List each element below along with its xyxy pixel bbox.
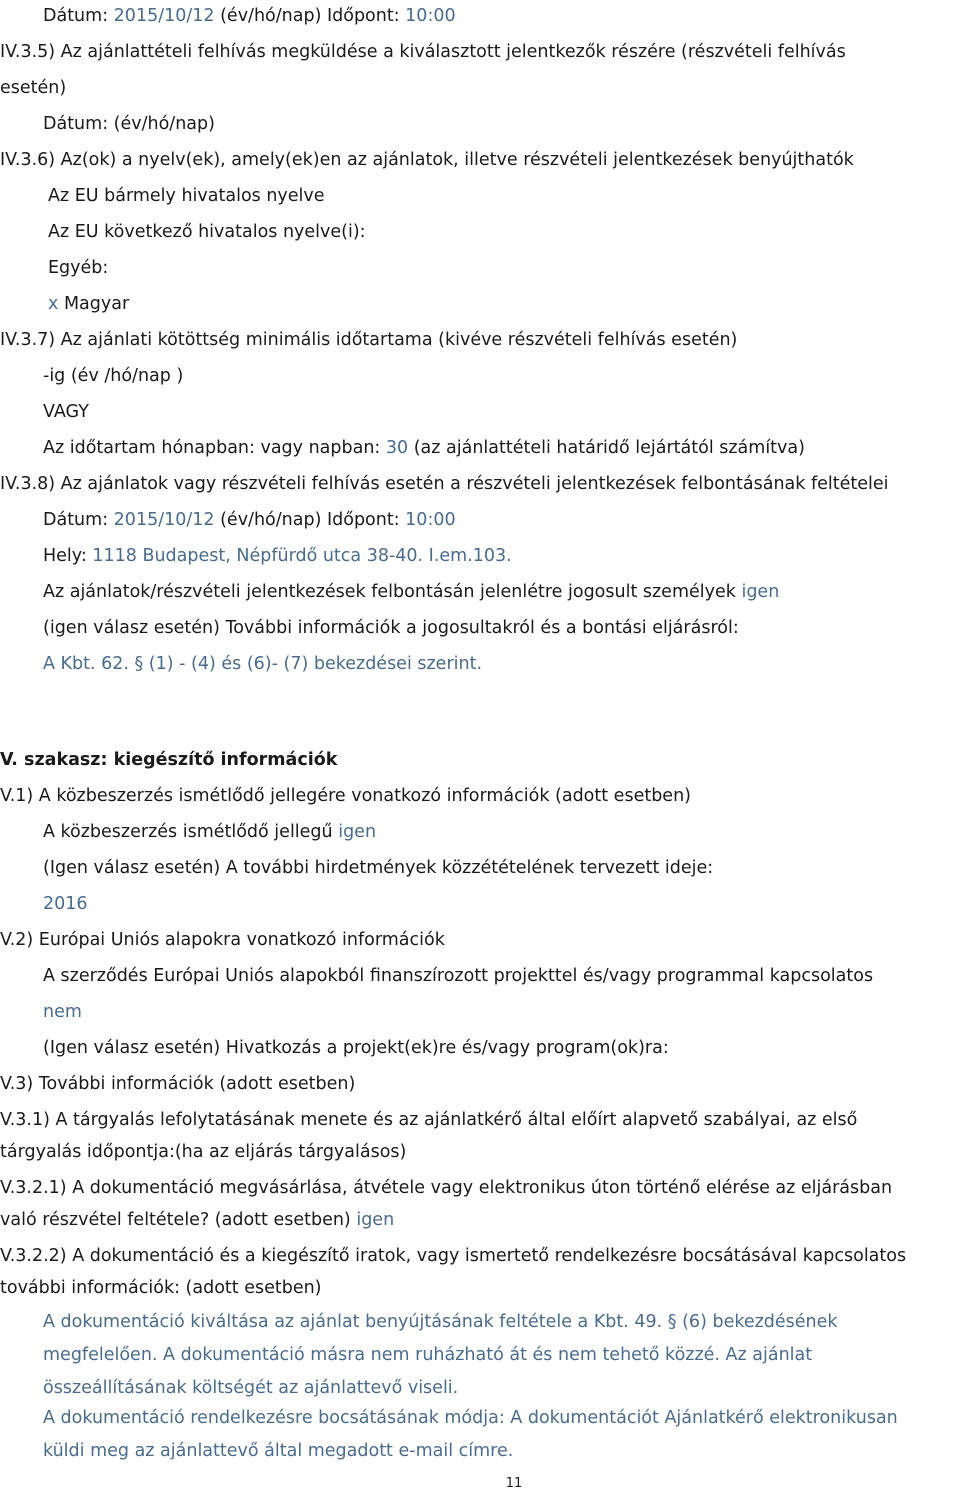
v1-next: (Igen válasz esetén) A további hirdetmények közzétételének tervezett ideje: — [43, 858, 714, 878]
v31-line2: tárgyalás időpontja:(ha az eljárás tárgyalásos) — [0, 1142, 407, 1162]
v31-line1: V.3.1) A tárgyalás lefolytatásának menete és az ajánlatkérő által előírt alapvető szabályai, az első — [0, 1110, 858, 1130]
language-value: Magyar — [63, 294, 130, 314]
v1-question-line — [43, 820, 376, 844]
iv35-date-line — [43, 4, 456, 28]
time-label: (év/hó/nap) Időpont: — [214, 510, 406, 530]
iv36-option-other: Egyéb: — [48, 258, 109, 278]
date-label: Dátum: — [43, 6, 114, 26]
check-mark: x — [48, 294, 59, 314]
duration-days: 30 — [385, 438, 409, 458]
iv36-heading: IV.3.6) Az(ok) a nyelv(ek), amely(ek)en az ajánlatok, illetve részvételi jelentkezések benyújthatók — [0, 150, 854, 170]
iv35-date: Dátum: (év/hó/nap) — [43, 114, 215, 134]
iv38-date-line — [43, 508, 456, 532]
page-number: 11 — [505, 1476, 523, 1491]
date-value: 2015/10/12 — [113, 510, 215, 530]
v321-line2 — [0, 1208, 394, 1232]
v2-answer: nem — [43, 1002, 82, 1022]
date-label: Dátum: — [43, 510, 114, 530]
v322-line2: további információk: (adott esetben) — [0, 1278, 322, 1298]
place-value: 1118 Budapest, Népfürdő utca 38-40. I.em.103. — [92, 546, 512, 566]
v321-answer: igen — [356, 1210, 395, 1230]
v322-para-line4: A dokumentáció rendelkezésre bocsátásának módja: A dokumentációt Ajánlatkérő elektronikusan — [43, 1408, 898, 1428]
iv38-info-value: A Kbt. 62. § (1) - (4) és (6)- (7) bekezdései szerint. — [43, 654, 483, 674]
persons-value: igen — [741, 582, 780, 602]
v2-reference: (Igen válasz esetén) Hivatkozás a projekt(ek)re és/vagy program(ok)ra: — [43, 1038, 669, 1058]
v321-line1: V.3.2.1) A dokumentáció megvásárlása, átvétele vagy elektronikus úton történő elérése az eljárásban — [0, 1178, 893, 1198]
v1-question: A közbeszerzés ismétlődő jellegű — [43, 822, 339, 842]
v322-line1: V.3.2.2) A dokumentáció és a kiegészítő iratok, vagy ismertető rendelkezésre bocsátásával kapcsolatos — [0, 1246, 907, 1266]
v2-heading: V.2) Európai Uniós alapokra vonatkozó információk — [0, 930, 445, 950]
time-value: 10:00 — [405, 6, 456, 26]
v322-para-line3: összeállításának költségét az ajánlattevő viseli. — [43, 1378, 459, 1398]
v1-answer: igen — [338, 822, 377, 842]
persons-label: Az ajánlatok/részvételi jelentkezések felbontásán jelenlétre jogosult személyek — [43, 582, 742, 602]
iv35-heading-cont: esetén) — [0, 78, 67, 98]
v1-heading: V.1) A közbeszerzés ismétlődő jellegére vonatkozó információk (adott esetben) — [0, 786, 691, 806]
v322-para-line1: A dokumentáció kiváltása az ajánlat benyújtásának feltétele a Kbt. 49. § (6) bekezdésének — [43, 1312, 838, 1332]
place-label: Hely: — [43, 546, 93, 566]
v3-heading: V.3) További információk (adott esetben) — [0, 1074, 356, 1094]
v321-question: való részvétel feltétele? (adott esetben) — [0, 1210, 357, 1230]
v1-year: 2016 — [43, 894, 88, 914]
iv38-persons-line — [43, 580, 779, 604]
iv38-place-line — [43, 544, 512, 568]
iv36-option-following: Az EU következő hivatalos nyelve(i): — [48, 222, 366, 242]
time-value: 10:00 — [405, 510, 456, 530]
iv37-heading: IV.3.7) Az ajánlati kötöttség minimális időtartama (kivéve részvételi felhívás esetén) — [0, 330, 738, 350]
time-label: (év/hó/nap) Időpont: — [214, 6, 406, 26]
duration-suffix: (az ajánlattételi határidő lejártától számítva) — [408, 438, 805, 458]
section-v-title: V. szakasz: kiegészítő információk — [0, 750, 338, 770]
iv38-info-label: (igen válasz esetén) További információk a jogosultakról és a bontási eljárásról: — [43, 618, 739, 638]
iv36-option-any: Az EU bármely hivatalos nyelve — [48, 186, 325, 206]
iv36-language-line — [48, 292, 129, 316]
iv35-heading: IV.3.5) Az ajánlattételi felhívás megküldése a kiválasztott jelentkezők részére (részvételi felhívás — [0, 42, 846, 62]
duration-label: Az időtartam hónapban: vagy napban: — [43, 438, 386, 458]
v322-para-line5: küldi meg az ajánlattevő által megadott e-mail címre. — [43, 1441, 514, 1461]
iv37-until: -ig (év /hó/nap ) — [43, 366, 184, 386]
iv37-or: VAGY — [43, 402, 89, 422]
v322-para-line2: megfelelően. A dokumentáció másra nem ruházható át és nem tehető közzé. Az ajánlat — [43, 1345, 813, 1365]
date-value: 2015/10/12 — [113, 6, 215, 26]
iv37-duration-line — [43, 436, 805, 460]
v2-question: A szerződés Európai Uniós alapokból finanszírozott projekttel és/vagy programmal kapcsolatos — [43, 966, 874, 986]
iv38-heading: IV.3.8) Az ajánlatok vagy részvételi felhívás esetén a részvételi jelentkezések felbontásának feltételei — [0, 474, 889, 494]
